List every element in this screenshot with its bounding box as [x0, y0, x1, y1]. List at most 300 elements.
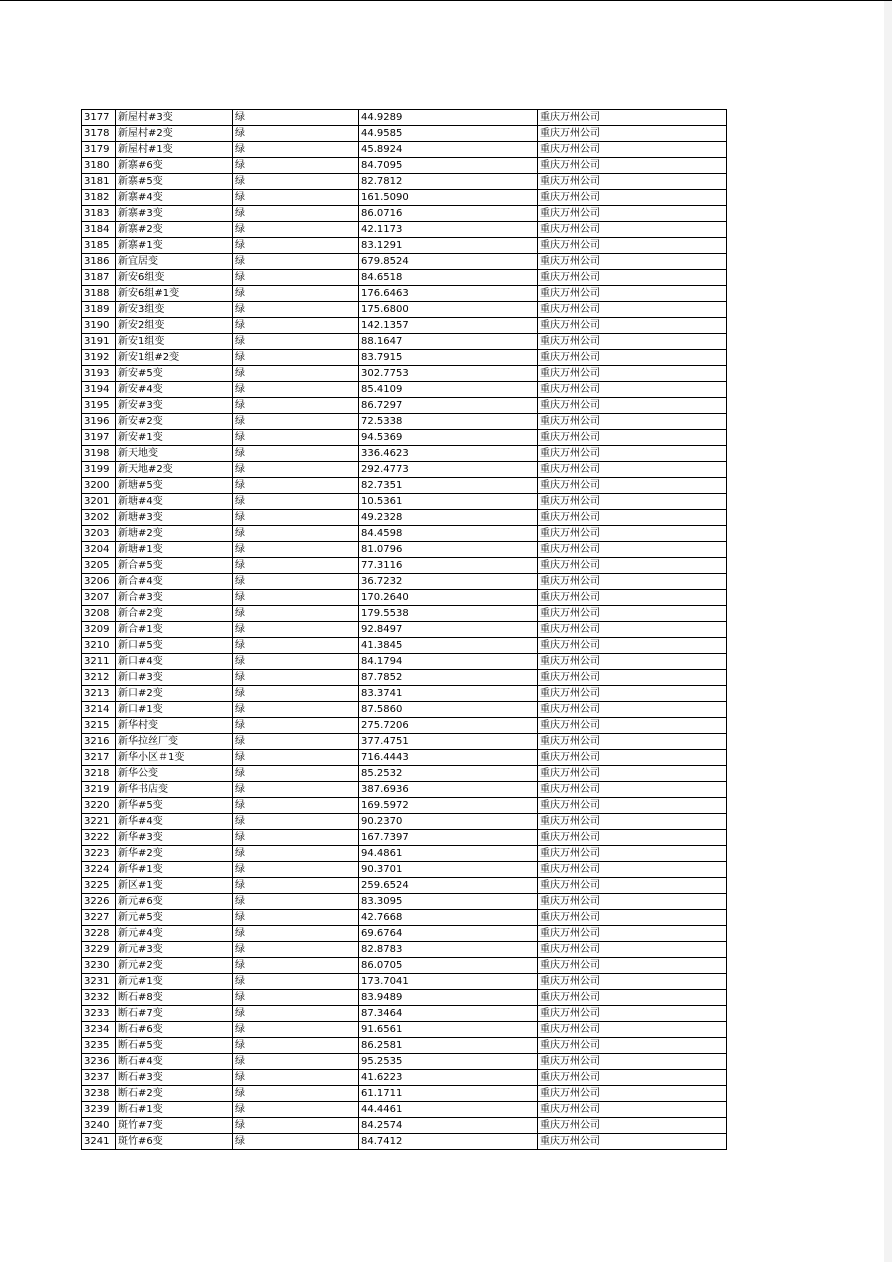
status-color-cell: 绿: [233, 366, 359, 382]
value-cell: 82.8783: [359, 942, 538, 958]
table-row: [82, 798, 727, 814]
value-cell: 82.7812: [359, 174, 538, 190]
company-cell: 重庆万州公司: [538, 526, 727, 542]
table-row: [82, 782, 727, 798]
status-color-cell: 绿: [233, 526, 359, 542]
row-id-cell: 3190: [82, 318, 116, 334]
transformer-name-cell: 新元#2变: [116, 958, 233, 974]
row-id-cell: 3201: [82, 494, 116, 510]
value-cell: 679.8524: [359, 254, 538, 270]
status-color-cell: 绿: [233, 702, 359, 718]
table-row: [82, 1134, 727, 1150]
table-row: [82, 1022, 727, 1038]
table-row: [82, 622, 727, 638]
row-id-cell: 3221: [82, 814, 116, 830]
row-id-cell: 3223: [82, 846, 116, 862]
company-cell: 重庆万州公司: [538, 670, 727, 686]
row-id-cell: 3203: [82, 526, 116, 542]
transformer-name-cell: 新元#3变: [116, 942, 233, 958]
company-cell: 重庆万州公司: [538, 1118, 727, 1134]
table-row: [82, 142, 727, 158]
row-id-cell: 3184: [82, 222, 116, 238]
table-row: [82, 1086, 727, 1102]
status-color-cell: 绿: [233, 382, 359, 398]
company-cell: 重庆万州公司: [538, 1038, 727, 1054]
table-row: [82, 974, 727, 990]
company-cell: 重庆万州公司: [538, 462, 727, 478]
value-cell: 86.2581: [359, 1038, 538, 1054]
value-cell: 49.2328: [359, 510, 538, 526]
company-cell: 重庆万州公司: [538, 862, 727, 878]
row-id-cell: 3232: [82, 990, 116, 1006]
status-color-cell: 绿: [233, 862, 359, 878]
company-cell: 重庆万州公司: [538, 558, 727, 574]
table-row: [82, 558, 727, 574]
value-cell: 84.4598: [359, 526, 538, 542]
table-row: [82, 958, 727, 974]
row-id-cell: 3212: [82, 670, 116, 686]
table-row: [82, 430, 727, 446]
transformer-name-cell: 新华#2变: [116, 846, 233, 862]
table-row: [82, 1070, 727, 1086]
value-cell: 90.2370: [359, 814, 538, 830]
value-cell: 387.6936: [359, 782, 538, 798]
value-cell: 292.4773: [359, 462, 538, 478]
page-right-margin: [884, 1, 892, 1262]
status-color-cell: 绿: [233, 174, 359, 190]
table-row: [82, 462, 727, 478]
table-row: [82, 222, 727, 238]
transformer-name-cell: 新安#2变: [116, 414, 233, 430]
transformer-name-cell: 斑竹#7变: [116, 1118, 233, 1134]
transformer-name-cell: 新塘#1变: [116, 542, 233, 558]
transformer-name-cell: 新安3组变: [116, 302, 233, 318]
company-cell: 重庆万州公司: [538, 990, 727, 1006]
value-cell: 170.2640: [359, 590, 538, 606]
value-cell: 92.8497: [359, 622, 538, 638]
row-id-cell: 3208: [82, 606, 116, 622]
value-cell: 84.2574: [359, 1118, 538, 1134]
row-id-cell: 3204: [82, 542, 116, 558]
table-row: [82, 414, 727, 430]
row-id-cell: 3240: [82, 1118, 116, 1134]
table-row: [82, 494, 727, 510]
row-id-cell: 3206: [82, 574, 116, 590]
transformer-name-cell: 新元#5变: [116, 910, 233, 926]
company-cell: 重庆万州公司: [538, 1134, 727, 1150]
transformer-name-cell: 新屋村#3变: [116, 110, 233, 126]
transformer-name-cell: 斑竹#6变: [116, 1134, 233, 1150]
row-id-cell: 3194: [82, 382, 116, 398]
status-color-cell: 绿: [233, 254, 359, 270]
value-cell: 173.7041: [359, 974, 538, 990]
value-cell: 82.7351: [359, 478, 538, 494]
status-color-cell: 绿: [233, 942, 359, 958]
table-row: [82, 206, 727, 222]
status-color-cell: 绿: [233, 1118, 359, 1134]
transformer-name-cell: 新寨#1变: [116, 238, 233, 254]
transformer-name-cell: 新寨#3变: [116, 206, 233, 222]
transformer-name-cell: 新宜居变: [116, 254, 233, 270]
status-color-cell: 绿: [233, 734, 359, 750]
transformer-name-cell: 新塘#5变: [116, 478, 233, 494]
value-cell: 44.4461: [359, 1102, 538, 1118]
company-cell: 重庆万州公司: [538, 798, 727, 814]
status-color-cell: 绿: [233, 1102, 359, 1118]
status-color-cell: 绿: [233, 798, 359, 814]
status-color-cell: 绿: [233, 670, 359, 686]
company-cell: 重庆万州公司: [538, 206, 727, 222]
company-cell: 重庆万州公司: [538, 270, 727, 286]
value-cell: 72.5338: [359, 414, 538, 430]
status-color-cell: 绿: [233, 718, 359, 734]
status-color-cell: 绿: [233, 222, 359, 238]
company-cell: 重庆万州公司: [538, 414, 727, 430]
status-color-cell: 绿: [233, 302, 359, 318]
transformer-name-cell: 新华小区＃1变: [116, 750, 233, 766]
company-cell: 重庆万州公司: [538, 686, 727, 702]
transformer-name-cell: 新元#4变: [116, 926, 233, 942]
value-cell: 36.7232: [359, 574, 538, 590]
value-cell: 716.4443: [359, 750, 538, 766]
value-cell: 86.7297: [359, 398, 538, 414]
company-cell: 重庆万州公司: [538, 222, 727, 238]
table-row: [82, 606, 727, 622]
page-top-border: [0, 0, 892, 1]
value-cell: 161.5090: [359, 190, 538, 206]
value-cell: 84.7412: [359, 1134, 538, 1150]
status-color-cell: 绿: [233, 782, 359, 798]
row-id-cell: 3236: [82, 1054, 116, 1070]
company-cell: 重庆万州公司: [538, 878, 727, 894]
table-row: [82, 878, 727, 894]
value-cell: 61.1711: [359, 1086, 538, 1102]
transformer-name-cell: 新安#1变: [116, 430, 233, 446]
value-cell: 85.2532: [359, 766, 538, 782]
value-cell: 336.4623: [359, 446, 538, 462]
table-row: [82, 814, 727, 830]
status-color-cell: 绿: [233, 1070, 359, 1086]
table-row: [82, 334, 727, 350]
value-cell: 41.6223: [359, 1070, 538, 1086]
company-cell: 重庆万州公司: [538, 1054, 727, 1070]
value-cell: 95.2535: [359, 1054, 538, 1070]
row-id-cell: 3189: [82, 302, 116, 318]
status-color-cell: 绿: [233, 206, 359, 222]
row-id-cell: 3218: [82, 766, 116, 782]
value-cell: 167.7397: [359, 830, 538, 846]
table-row: [82, 542, 727, 558]
transformer-name-cell: 新合#5变: [116, 558, 233, 574]
status-color-cell: 绿: [233, 638, 359, 654]
status-color-cell: 绿: [233, 686, 359, 702]
transformer-name-cell: 新华书店变: [116, 782, 233, 798]
status-color-cell: 绿: [233, 574, 359, 590]
status-color-cell: 绿: [233, 238, 359, 254]
transformer-name-cell: 新寨#6变: [116, 158, 233, 174]
row-id-cell: 3216: [82, 734, 116, 750]
table-row: [82, 158, 727, 174]
row-id-cell: 3183: [82, 206, 116, 222]
value-cell: 259.6524: [359, 878, 538, 894]
table-row: [82, 1006, 727, 1022]
value-cell: 88.1647: [359, 334, 538, 350]
transformer-name-cell: 新安#3变: [116, 398, 233, 414]
row-id-cell: 3215: [82, 718, 116, 734]
value-cell: 42.1173: [359, 222, 538, 238]
transformer-name-cell: 新合#3变: [116, 590, 233, 606]
table-row: [82, 942, 727, 958]
status-color-cell: 绿: [233, 350, 359, 366]
company-cell: 重庆万州公司: [538, 302, 727, 318]
table-row: [82, 302, 727, 318]
company-cell: 重庆万州公司: [538, 1070, 727, 1086]
transformer-name-cell: 新口#1变: [116, 702, 233, 718]
transformer-name-cell: 断石#3变: [116, 1070, 233, 1086]
value-cell: 42.7668: [359, 910, 538, 926]
table-row: [82, 366, 727, 382]
row-id-cell: 3227: [82, 910, 116, 926]
row-id-cell: 3219: [82, 782, 116, 798]
value-cell: 85.4109: [359, 382, 538, 398]
value-cell: 83.7915: [359, 350, 538, 366]
company-cell: 重庆万州公司: [538, 702, 727, 718]
status-color-cell: 绿: [233, 334, 359, 350]
company-cell: 重庆万州公司: [538, 606, 727, 622]
row-id-cell: 3179: [82, 142, 116, 158]
value-cell: 377.4751: [359, 734, 538, 750]
status-color-cell: 绿: [233, 606, 359, 622]
row-id-cell: 3187: [82, 270, 116, 286]
transformer-name-cell: 新口#3变: [116, 670, 233, 686]
transformer-name-cell: 断石#2变: [116, 1086, 233, 1102]
company-cell: 重庆万州公司: [538, 478, 727, 494]
company-cell: 重庆万州公司: [538, 622, 727, 638]
row-id-cell: 3185: [82, 238, 116, 254]
status-color-cell: 绿: [233, 990, 359, 1006]
value-cell: 142.1357: [359, 318, 538, 334]
value-cell: 77.3116: [359, 558, 538, 574]
row-id-cell: 3217: [82, 750, 116, 766]
transformer-name-cell: 新华村变: [116, 718, 233, 734]
transformer-name-cell: 新华#3变: [116, 830, 233, 846]
table-row: [82, 174, 727, 190]
status-color-cell: 绿: [233, 110, 359, 126]
value-cell: 87.3464: [359, 1006, 538, 1022]
company-cell: 重庆万州公司: [538, 894, 727, 910]
row-id-cell: 3229: [82, 942, 116, 958]
table-row: [82, 526, 727, 542]
row-id-cell: 3222: [82, 830, 116, 846]
company-cell: 重庆万州公司: [538, 846, 727, 862]
status-color-cell: 绿: [233, 430, 359, 446]
status-color-cell: 绿: [233, 750, 359, 766]
company-cell: 重庆万州公司: [538, 766, 727, 782]
row-id-cell: 3188: [82, 286, 116, 302]
status-color-cell: 绿: [233, 542, 359, 558]
row-id-cell: 3207: [82, 590, 116, 606]
transformer-name-cell: 新安#5变: [116, 366, 233, 382]
company-cell: 重庆万州公司: [538, 1022, 727, 1038]
value-cell: 175.6800: [359, 302, 538, 318]
transformer-name-cell: 新屋村#1变: [116, 142, 233, 158]
transformer-name-cell: 新寨#2变: [116, 222, 233, 238]
company-cell: 重庆万州公司: [538, 494, 727, 510]
transformer-name-cell: 新口#5变: [116, 638, 233, 654]
company-cell: 重庆万州公司: [538, 238, 727, 254]
value-cell: 87.7852: [359, 670, 538, 686]
table-row: [82, 718, 727, 734]
row-id-cell: 3196: [82, 414, 116, 430]
transformer-name-cell: 断石#8变: [116, 990, 233, 1006]
row-id-cell: 3241: [82, 1134, 116, 1150]
value-cell: 83.1291: [359, 238, 538, 254]
table-row: [82, 270, 727, 286]
status-color-cell: 绿: [233, 142, 359, 158]
row-id-cell: 3237: [82, 1070, 116, 1086]
status-color-cell: 绿: [233, 910, 359, 926]
company-cell: 重庆万州公司: [538, 510, 727, 526]
table-row: [82, 990, 727, 1006]
row-id-cell: 3205: [82, 558, 116, 574]
table-row: [82, 654, 727, 670]
status-color-cell: 绿: [233, 926, 359, 942]
row-id-cell: 3186: [82, 254, 116, 270]
company-cell: 重庆万州公司: [538, 190, 727, 206]
table-row: [82, 638, 727, 654]
company-cell: 重庆万州公司: [538, 542, 727, 558]
value-cell: 44.9585: [359, 126, 538, 142]
value-cell: 87.5860: [359, 702, 538, 718]
row-id-cell: 3238: [82, 1086, 116, 1102]
row-id-cell: 3202: [82, 510, 116, 526]
row-id-cell: 3213: [82, 686, 116, 702]
table-row: [82, 766, 727, 782]
row-id-cell: 3192: [82, 350, 116, 366]
value-cell: 275.7206: [359, 718, 538, 734]
table-row: [82, 910, 727, 926]
table-row: [82, 702, 727, 718]
status-color-cell: 绿: [233, 1038, 359, 1054]
company-cell: 重庆万州公司: [538, 110, 727, 126]
table-row: [82, 894, 727, 910]
table-row: [82, 1054, 727, 1070]
status-color-cell: 绿: [233, 654, 359, 670]
status-color-cell: 绿: [233, 270, 359, 286]
company-cell: 重庆万州公司: [538, 974, 727, 990]
value-cell: 86.0716: [359, 206, 538, 222]
row-id-cell: 3197: [82, 430, 116, 446]
value-cell: 45.8924: [359, 142, 538, 158]
company-cell: 重庆万州公司: [538, 334, 727, 350]
transformer-name-cell: 新寨#5变: [116, 174, 233, 190]
row-id-cell: 3177: [82, 110, 116, 126]
company-cell: 重庆万州公司: [538, 398, 727, 414]
company-cell: 重庆万州公司: [538, 350, 727, 366]
row-id-cell: 3234: [82, 1022, 116, 1038]
status-color-cell: 绿: [233, 894, 359, 910]
transformer-name-cell: 新安6组#1变: [116, 286, 233, 302]
status-color-cell: 绿: [233, 158, 359, 174]
status-color-cell: 绿: [233, 974, 359, 990]
transformer-name-cell: 新塘#3变: [116, 510, 233, 526]
row-id-cell: 3200: [82, 478, 116, 494]
company-cell: 重庆万州公司: [538, 430, 727, 446]
value-cell: 69.6764: [359, 926, 538, 942]
company-cell: 重庆万州公司: [538, 814, 727, 830]
table-row: [82, 254, 727, 270]
status-color-cell: 绿: [233, 190, 359, 206]
company-cell: 重庆万州公司: [538, 654, 727, 670]
status-color-cell: 绿: [233, 126, 359, 142]
company-cell: 重庆万州公司: [538, 958, 727, 974]
value-cell: 91.6561: [359, 1022, 538, 1038]
value-cell: 169.5972: [359, 798, 538, 814]
status-color-cell: 绿: [233, 286, 359, 302]
company-cell: 重庆万州公司: [538, 734, 727, 750]
table-row: [82, 446, 727, 462]
status-color-cell: 绿: [233, 622, 359, 638]
transformer-name-cell: 新华#1变: [116, 862, 233, 878]
row-id-cell: 3209: [82, 622, 116, 638]
status-color-cell: 绿: [233, 1022, 359, 1038]
company-cell: 重庆万州公司: [538, 782, 727, 798]
company-cell: 重庆万州公司: [538, 174, 727, 190]
row-id-cell: 3226: [82, 894, 116, 910]
company-cell: 重庆万州公司: [538, 142, 727, 158]
status-color-cell: 绿: [233, 318, 359, 334]
company-cell: 重庆万州公司: [538, 638, 727, 654]
value-cell: 302.7753: [359, 366, 538, 382]
status-color-cell: 绿: [233, 590, 359, 606]
table-row: [82, 478, 727, 494]
transformer-name-cell: 新天地#2变: [116, 462, 233, 478]
row-id-cell: 3211: [82, 654, 116, 670]
table-row: [82, 190, 727, 206]
table-row: [82, 110, 727, 126]
value-cell: 176.6463: [359, 286, 538, 302]
company-cell: 重庆万州公司: [538, 750, 727, 766]
company-cell: 重庆万州公司: [538, 590, 727, 606]
row-id-cell: 3224: [82, 862, 116, 878]
value-cell: 44.9289: [359, 110, 538, 126]
table-row: [82, 318, 727, 334]
transformer-name-cell: 新安2组变: [116, 318, 233, 334]
company-cell: 重庆万州公司: [538, 574, 727, 590]
company-cell: 重庆万州公司: [538, 1086, 727, 1102]
company-cell: 重庆万州公司: [538, 286, 727, 302]
status-color-cell: 绿: [233, 510, 359, 526]
company-cell: 重庆万州公司: [538, 158, 727, 174]
value-cell: 41.3845: [359, 638, 538, 654]
row-id-cell: 3198: [82, 446, 116, 462]
table-row: [82, 926, 727, 942]
table-row: [82, 238, 727, 254]
table-row: [82, 382, 727, 398]
table-row: [82, 350, 727, 366]
transformer-name-cell: 新华拉丝厂变: [116, 734, 233, 750]
table-row: [82, 398, 727, 414]
transformer-name-cell: 断石#4变: [116, 1054, 233, 1070]
transformer-name-cell: 新华公变: [116, 766, 233, 782]
status-color-cell: 绿: [233, 766, 359, 782]
table-row: [82, 734, 727, 750]
row-id-cell: 3195: [82, 398, 116, 414]
transformer-name-cell: 新安6组变: [116, 270, 233, 286]
value-cell: 83.3741: [359, 686, 538, 702]
transformer-name-cell: 新塘#4变: [116, 494, 233, 510]
company-cell: 重庆万州公司: [538, 446, 727, 462]
